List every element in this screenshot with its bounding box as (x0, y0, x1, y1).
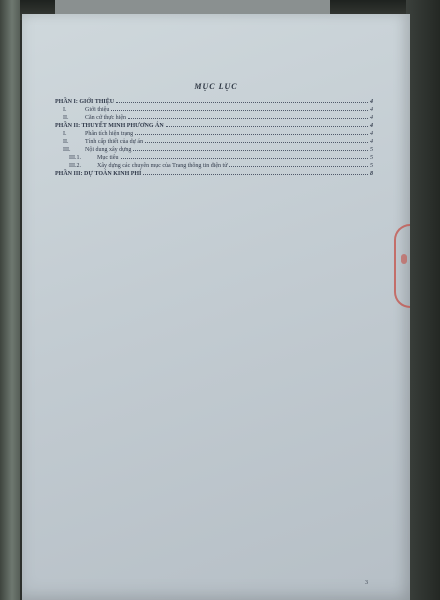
toc-leader-dots (135, 134, 368, 135)
toc-entry[interactable] (55, 162, 373, 170)
toc-leader-dots (143, 174, 368, 175)
toc-entry-text: Xây dựng các chuyên mục của Trang thông tin điện tử (97, 163, 228, 169)
toc-entry[interactable] (55, 138, 373, 146)
toc-leader-dots (229, 166, 368, 167)
toc-entry-text: Mục tiêu (97, 155, 119, 161)
document-page (22, 14, 410, 600)
toc-leader-dots (166, 126, 368, 127)
table-of-contents (55, 98, 373, 178)
toc-entry[interactable] (55, 154, 373, 162)
toc-entry-number: I. (63, 131, 67, 137)
toc-entry-number: I. (63, 107, 67, 113)
toc-entry[interactable] (55, 122, 373, 130)
toc-entry-text: Phân tích hiện trạng (85, 131, 134, 137)
toc-entry-text: Giới thiệu (85, 107, 110, 113)
toc-entry-page: 4 (370, 131, 373, 137)
toc-entry-page: 4 (370, 123, 373, 129)
toc-entry-page: 5 (370, 155, 373, 161)
toc-entry-number: II. (63, 139, 69, 145)
toc-entry-text: Nội dung xây dựng (85, 147, 132, 153)
toc-entry-page: 8 (370, 171, 373, 177)
toc-entry-text: Tính cấp thiết của dự án (85, 139, 144, 145)
toc-entry-number: III.1. (69, 155, 81, 161)
toc-entry[interactable] (55, 98, 373, 106)
toc-entry-page: 4 (370, 107, 373, 113)
toc-leader-dots (128, 118, 368, 119)
toc-entry-page: 5 (370, 147, 373, 153)
toc-entry-text: PHẦN III: DỰ TOÁN KINH PHÍ (55, 171, 142, 177)
toc-leader-dots (121, 158, 369, 159)
toc-entry-page: 5 (370, 163, 373, 169)
toc-entry-page: 4 (370, 139, 373, 145)
toc-entry-text: Căn cứ thực hiện (85, 115, 126, 121)
toc-entry-page: 4 (370, 99, 373, 105)
toc-leader-dots (116, 102, 368, 103)
page-number: 3 (365, 580, 368, 586)
toc-entry-number: III. (63, 147, 71, 153)
toc-title: MỤC LỤC (194, 82, 238, 91)
binder-edge (0, 0, 20, 600)
toc-entry[interactable] (55, 114, 373, 122)
red-stamp-mark (401, 254, 407, 264)
toc-entry[interactable] (55, 130, 373, 138)
toc-entry-number: II. (63, 115, 69, 121)
red-stamp-edge (394, 224, 410, 308)
toc-entry-page: 4 (370, 115, 373, 121)
background-right (406, 0, 440, 600)
toc-leader-dots (133, 150, 368, 151)
toc-entry-number: III.2. (69, 163, 81, 169)
toc-entry[interactable] (55, 170, 373, 178)
toc-entry-text: PHẦN I: GIỚI THIỆU (55, 99, 115, 105)
toc-entry[interactable] (55, 106, 373, 114)
toc-leader-dots (145, 142, 368, 143)
toc-leader-dots (111, 110, 368, 111)
toc-entry-text: PHẦN II: THUYẾT MINH PHƯƠNG ÁN (55, 123, 164, 129)
toc-entry[interactable] (55, 146, 373, 154)
